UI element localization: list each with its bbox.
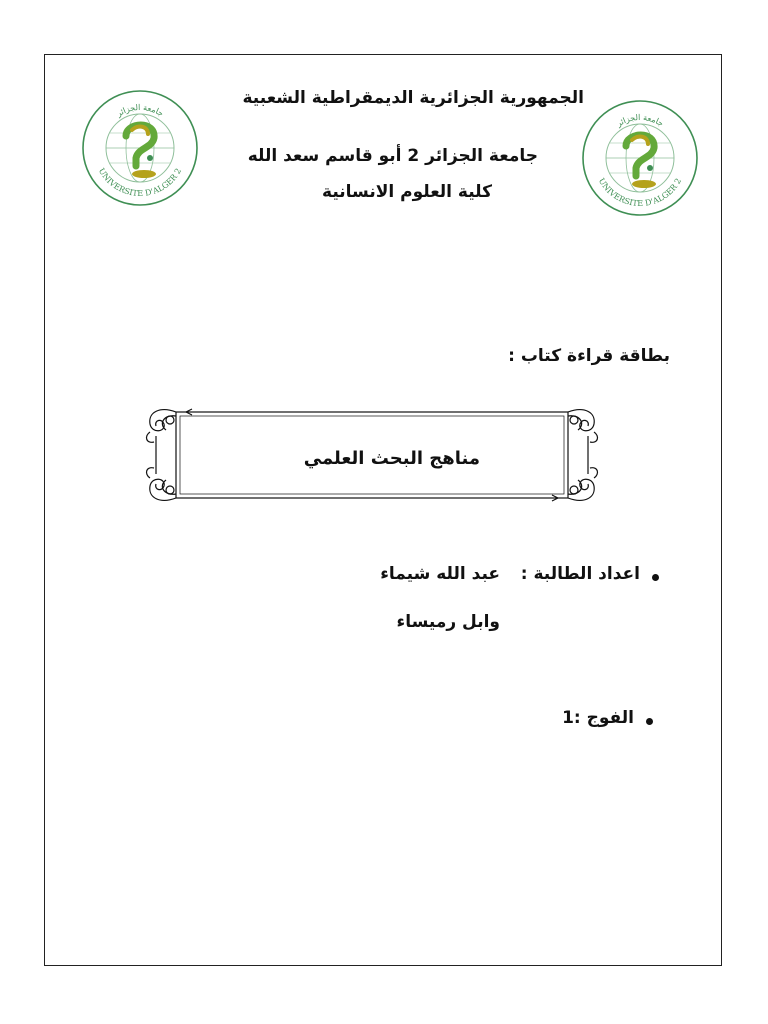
bullet-group bbox=[646, 718, 653, 725]
university-logo-right bbox=[580, 98, 700, 218]
logo-latin-ring-right: UNIVERSITE D'ALGER 2 bbox=[596, 176, 684, 208]
faculty-name: كلية العلوم الانسانية bbox=[322, 182, 492, 202]
prepared-by-label: اعداد الطالبة : bbox=[520, 564, 640, 584]
bullet-prepared-by bbox=[652, 574, 659, 581]
group-number: الفوج :1 bbox=[562, 708, 634, 728]
university-name: جامعة الجزائر 2 أبو قاسم سعد الله bbox=[247, 146, 538, 166]
svg-text:جامعة الجزائر bbox=[114, 103, 165, 119]
student-name-2: وابل رميساء bbox=[396, 612, 500, 632]
republic-title: الجمهورية الجزائرية الديمقراطية الشعبية bbox=[242, 88, 584, 108]
university-logo-left bbox=[80, 88, 200, 208]
logo-arabic-ring-left: جامعة الجزائر bbox=[114, 102, 166, 119]
svg-text:جامعة الجزائر bbox=[614, 113, 665, 129]
book-title: مناهج البحث العلمي bbox=[303, 448, 480, 469]
reading-card-label: بطاقة قراءة كتاب : bbox=[508, 346, 670, 366]
student-name-1: عبد الله شيماء bbox=[380, 564, 500, 584]
logo-latin-ring-left: UNIVERSITE D'ALGER 2 bbox=[96, 166, 184, 198]
logo-arabic-ring-right: جامعة الجزائر bbox=[614, 112, 666, 129]
